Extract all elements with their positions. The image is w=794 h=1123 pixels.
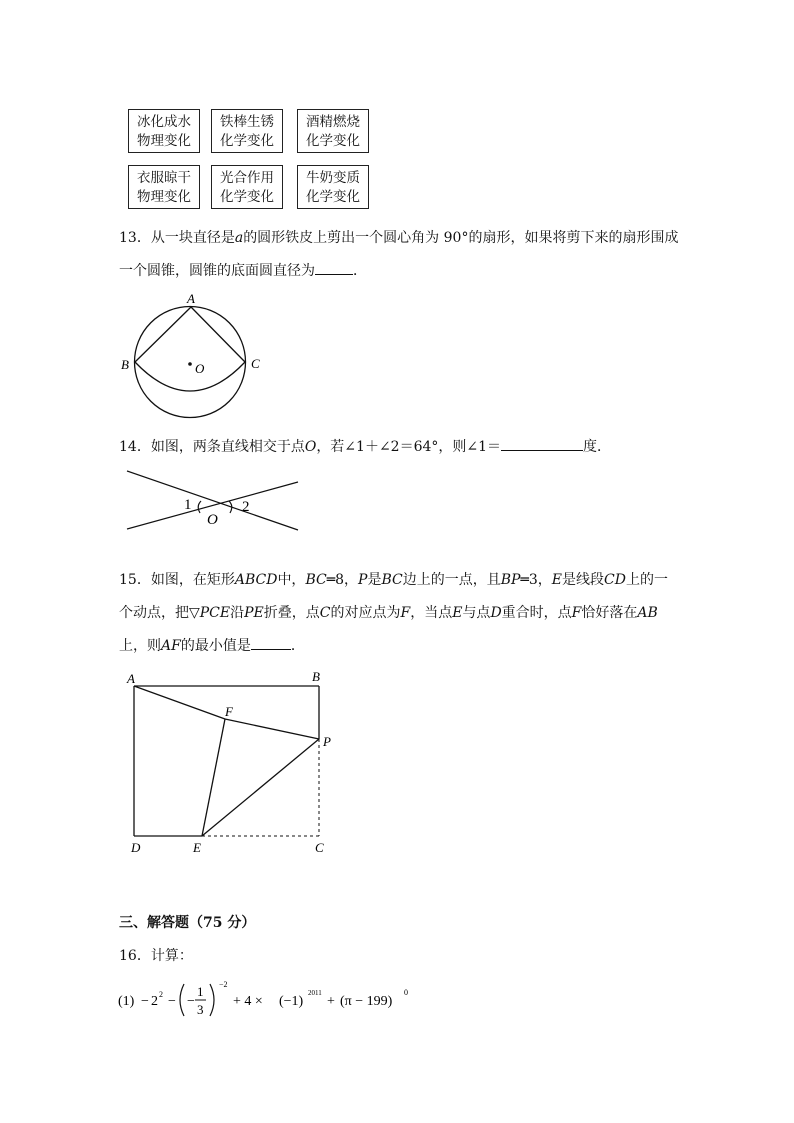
change-box xyxy=(211,109,283,153)
q14-answer-blank[interactable] xyxy=(501,436,583,451)
frac-numerator: 1 xyxy=(197,984,204,999)
q15-answer-blank[interactable] xyxy=(251,635,291,650)
box-line-2: 化学变化 xyxy=(220,189,274,205)
neg-one: (−1) xyxy=(279,994,304,1009)
label-B: B xyxy=(121,357,129,372)
q15-line1: 15．如图，在矩形ABCD中，BC═8，P是BC边上的一点，且BP═3，E是线段CD上的一 xyxy=(119,572,668,588)
box-line-2: 物理变化 xyxy=(137,189,191,205)
sector-arc xyxy=(135,362,245,391)
label-O: O xyxy=(207,512,218,528)
box-line-2: 化学变化 xyxy=(306,189,360,205)
base-two: 2 xyxy=(151,994,158,1009)
q15-figure xyxy=(122,666,342,862)
label-P: P xyxy=(323,734,331,749)
box-line-1: 衣服晾干 xyxy=(137,170,191,186)
part-label: (1) xyxy=(118,994,135,1009)
change-box xyxy=(211,165,283,209)
label-C: C xyxy=(315,840,324,855)
change-box xyxy=(128,165,200,209)
exponent-two: 2 xyxy=(159,990,163,999)
plus-four-times: + 4 × xyxy=(233,994,263,1009)
segment-AC xyxy=(191,307,245,362)
label-A: A xyxy=(127,671,135,686)
label-D: D xyxy=(131,840,141,855)
box-line-1: 铁棒生锈 xyxy=(220,114,274,130)
label-O: O xyxy=(195,361,205,376)
box-line-1: 光合作用 xyxy=(220,170,274,186)
label-B: B xyxy=(312,669,320,684)
q16-line: 16．计算： xyxy=(119,948,193,964)
section-title: 三、解答题（75 分） xyxy=(119,915,256,931)
q15-line2: 个动点，把▽PCE沿PE折叠，点C的对应点为F，当点E与点D重合时，点F恰好落在AB xyxy=(119,605,658,621)
label-2: 2 xyxy=(242,499,250,515)
pi-term: (π − 199) xyxy=(340,994,393,1009)
exponent-neg2: −2 xyxy=(219,980,228,989)
frac-denominator: 3 xyxy=(197,1002,204,1017)
box-line-2: 化学变化 xyxy=(220,133,274,149)
segment-FE xyxy=(202,719,225,836)
exponent-2011: 2011 xyxy=(308,989,322,997)
angle1-arc xyxy=(198,501,201,513)
plus-sign: + xyxy=(327,994,335,1009)
box-line-1: 冰化成水 xyxy=(137,114,191,130)
q14-line: 14．如图，两条直线相交于点O，若∠1＋∠2＝64°，则∠1＝ 度． xyxy=(119,436,611,457)
minus-sign: − xyxy=(141,994,149,1009)
right-paren xyxy=(210,984,214,1016)
segment-EP xyxy=(202,739,319,836)
segment-BA xyxy=(135,307,191,362)
segment-FP xyxy=(225,719,319,739)
change-box xyxy=(297,109,369,153)
circle xyxy=(135,307,246,418)
q16-expression xyxy=(118,976,418,1024)
q13-line2: 一个圆锥，圆锥的底面圆直径为 ． xyxy=(119,260,367,281)
box-line-1: 牛奶变质 xyxy=(306,170,360,186)
change-box xyxy=(297,165,369,209)
label-C: C xyxy=(251,356,260,371)
box-line-1: 酒精燃烧 xyxy=(306,114,360,130)
label-1: 1 xyxy=(184,497,192,513)
minus-sign-2: − xyxy=(168,994,176,1009)
box-line-2: 物理变化 xyxy=(137,133,191,149)
q14-figure xyxy=(118,462,318,532)
q13-figure xyxy=(112,286,272,426)
q15-line3: 上，则AF的最小值是 ． xyxy=(119,635,305,656)
box-line-2: 化学变化 xyxy=(306,133,360,149)
label-E: E xyxy=(193,840,201,855)
q13-line1: 13．从一块直径是a的圆形铁皮上剪出一个圆心角为 90°的扇形，如果将剪下来的扇形围成 xyxy=(119,230,679,246)
change-box xyxy=(128,109,200,153)
segment-AF xyxy=(134,686,225,719)
label-A: A xyxy=(187,291,195,306)
q13-answer-blank[interactable] xyxy=(315,260,353,275)
center-dot xyxy=(188,362,192,366)
label-F: F xyxy=(225,704,233,719)
minus-sign-3: − xyxy=(187,994,195,1009)
left-paren xyxy=(180,984,184,1016)
exponent-zero: 0 xyxy=(404,988,408,997)
